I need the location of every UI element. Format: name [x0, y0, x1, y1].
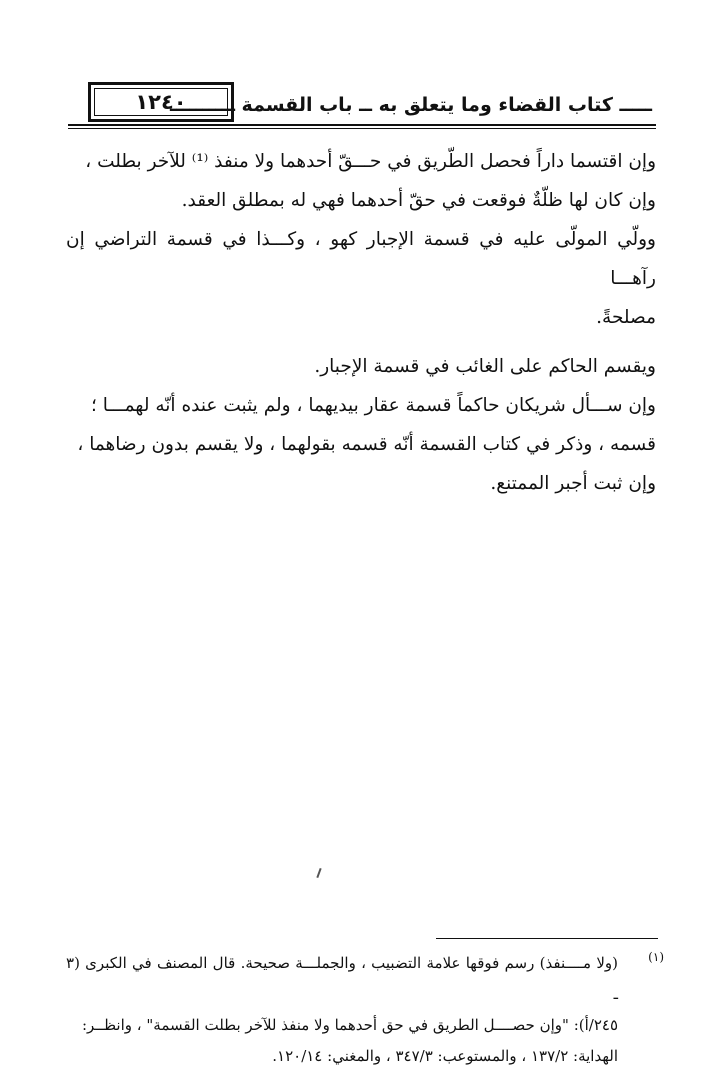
footnote-line: الهداية: ١٣٧/٢ ، والمستوعب: ٣٤٧/٣ ، والمغني: ١٢٠/١٤.: [272, 1047, 618, 1065]
footnote-marker: (١): [648, 950, 664, 964]
text-line: وإن ســـأل شريكان حاكماً قسمة عقار بيديهما ، ولم يثبت عنده أنّه لهمـــا ؛: [90, 395, 656, 416]
running-title: ـــــ كتاب القضاء وما يتعلق به ــ باب القسمة ــــــــــ: [170, 94, 652, 116]
footnote-body: [66, 948, 618, 1072]
text-line: مصلحةً.: [596, 307, 656, 328]
footnote: [66, 948, 664, 1072]
main-text: [66, 142, 656, 503]
footnote-line: (ولا مــــنفذ) رسم فوقها علامة التضبيب ، والجملـــة صحيحة. قال المصنف في الكبرى (٣ ـ: [66, 954, 618, 1003]
header-rule: [68, 124, 656, 126]
footnote-line: ٢٤٥/أ): "وإن حصــــل الطريق في حق أحدهما ولا منفذ للآخر بطلت القسمة" ، وانظــر:: [82, 1016, 618, 1034]
text-line: ويقسم الحاكم على الغائب في قسمة الإجبار.: [314, 356, 656, 377]
text-line: وإن كان لها ظلّةٌ فوقعت في حقّ أحدهما فهي له بمطلق العقد.: [181, 190, 656, 211]
page-number: ١٢٤٠: [94, 88, 228, 116]
text-line: وإن ثبت أجبر الممتنع.: [490, 473, 656, 494]
stray-mark: [316, 868, 321, 878]
page-header: [68, 78, 656, 130]
text-line: وإن اقتسما داراً فحصل الطّريق في حـــقّ أحدهما ولا منفذ ⁽¹⁾ للآخر بطلت ،: [85, 151, 656, 172]
text-line: وولّي المولّى عليه في قسمة الإجبار كهو ، وكـــذا في قسمة التراضي إن رآهـــا: [66, 229, 656, 289]
text-line: قسمه ، وذكر في كتاب القسمة أنّه قسمه بقولهما ، ولا يقسم بدون رضاهما ،: [77, 434, 656, 455]
footnote-rule: [436, 938, 658, 939]
header-rule-thin: [68, 128, 656, 129]
